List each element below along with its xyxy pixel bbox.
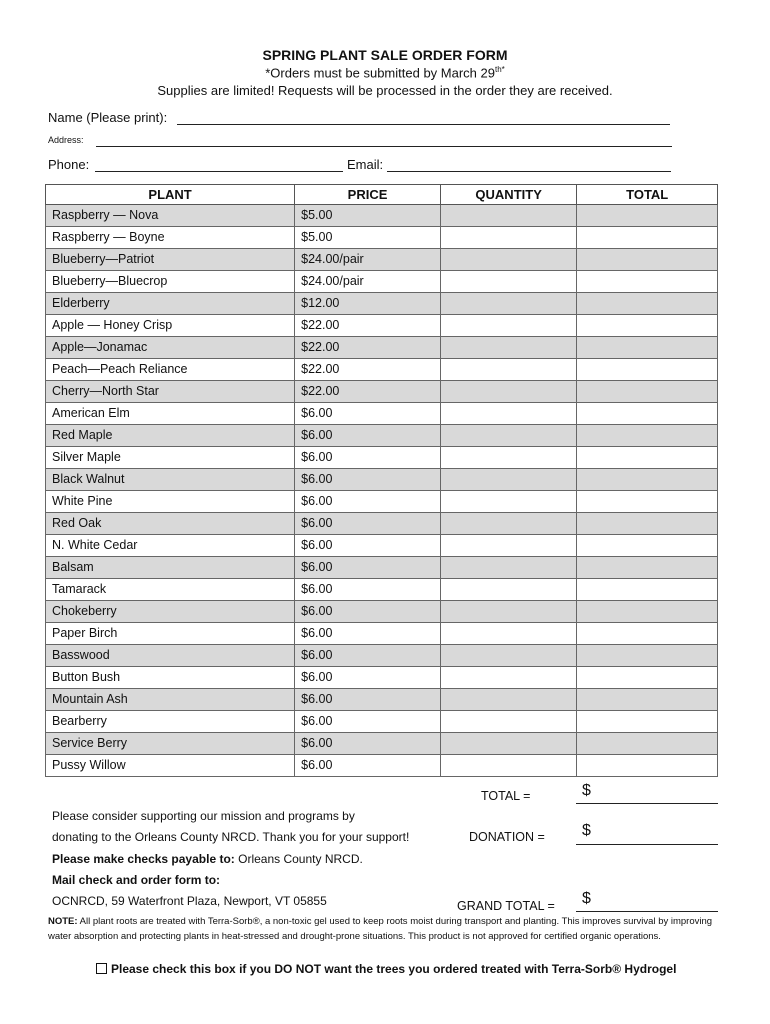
price-cell: $6.00 xyxy=(295,513,441,535)
total-cell[interactable] xyxy=(577,579,718,601)
quantity-cell[interactable] xyxy=(440,315,576,337)
email-field[interactable] xyxy=(387,171,671,172)
plant-name-cell: Button Bush xyxy=(46,667,295,689)
table-row xyxy=(46,557,718,579)
plant-name-cell: Paper Birch xyxy=(46,623,295,645)
table-row xyxy=(46,469,718,491)
mail-address: OCNRCD, 59 Waterfront Plaza, Newport, VT 05855 xyxy=(52,894,327,908)
table-row xyxy=(46,689,718,711)
plant-name-cell: Raspberry — Boyne xyxy=(46,227,295,249)
address-field[interactable] xyxy=(96,146,672,147)
plant-name-cell: Service Berry xyxy=(46,733,295,755)
quantity-cell[interactable] xyxy=(440,689,576,711)
quantity-cell[interactable] xyxy=(440,403,576,425)
quantity-cell[interactable] xyxy=(440,205,576,227)
price-cell: $6.00 xyxy=(295,535,441,557)
price-cell: $22.00 xyxy=(295,315,441,337)
total-cell[interactable] xyxy=(577,645,718,667)
deadline-note: *Orders must be submitted by March $29^{th*}$ xyxy=(265,65,505,81)
total-cell[interactable] xyxy=(577,535,718,557)
price-cell: $6.00 xyxy=(295,711,441,733)
table-row xyxy=(46,337,718,359)
form-title: SPRING PLANT SALE ORDER FORM xyxy=(262,47,508,63)
quantity-cell[interactable] xyxy=(440,579,576,601)
support-line-2: donating to the Orleans County NRCD. Thank you for your support! xyxy=(52,830,410,844)
phone-field[interactable] xyxy=(95,171,343,172)
quantity-cell[interactable] xyxy=(440,755,576,777)
total-cell[interactable] xyxy=(577,513,718,535)
total-currency: $ xyxy=(582,782,591,799)
price-cell: $22.00 xyxy=(295,337,441,359)
plant-name-cell: White Pine xyxy=(46,491,295,513)
total-cell[interactable] xyxy=(577,447,718,469)
donation-label: DONATION = xyxy=(469,830,545,844)
checks-payable-line: Please make checks payable to: Orleans County NRCD. xyxy=(52,852,363,866)
total-label: TOTAL = xyxy=(481,789,531,803)
quantity-cell[interactable] xyxy=(440,667,576,689)
table-row xyxy=(46,249,718,271)
phone-label: Phone: xyxy=(48,157,90,172)
total-cell[interactable] xyxy=(577,249,718,271)
table-row xyxy=(46,205,718,227)
price-cell: $6.00 xyxy=(295,403,441,425)
donation-currency: $ xyxy=(582,822,591,839)
plant-name-cell: Basswood xyxy=(46,645,295,667)
price-cell: $5.00 xyxy=(295,227,441,249)
table-row xyxy=(46,425,718,447)
quantity-cell[interactable] xyxy=(440,425,576,447)
grand-total-field[interactable] xyxy=(576,911,718,912)
total-field[interactable] xyxy=(576,803,718,804)
price-cell: $6.00 xyxy=(295,425,441,447)
price-cell: $6.00 xyxy=(295,623,441,645)
table-row xyxy=(46,667,718,689)
table-row xyxy=(46,755,718,777)
table-row xyxy=(46,359,718,381)
supply-notice: Supplies are limited! Requests will be processed in the order they are received. xyxy=(157,83,613,98)
header-price: PRICE xyxy=(295,185,441,205)
total-cell[interactable] xyxy=(577,755,718,777)
table-row xyxy=(46,645,718,667)
plant-name-cell: Chokeberry xyxy=(46,601,295,623)
plant-name-cell: Bearberry xyxy=(46,711,295,733)
total-cell[interactable] xyxy=(577,315,718,337)
terra-sorb-optout xyxy=(96,962,676,976)
quantity-cell[interactable] xyxy=(440,469,576,491)
quantity-cell[interactable] xyxy=(440,601,576,623)
price-cell: $12.00 xyxy=(295,293,441,315)
price-cell: $5.00 xyxy=(295,205,441,227)
price-cell: $22.00 xyxy=(295,359,441,381)
price-cell: $6.00 xyxy=(295,755,441,777)
table-row xyxy=(46,733,718,755)
total-cell[interactable] xyxy=(577,381,718,403)
plant-name-cell: Red Maple xyxy=(46,425,295,447)
quantity-cell[interactable] xyxy=(440,711,576,733)
total-cell[interactable] xyxy=(577,425,718,447)
donation-field[interactable] xyxy=(576,844,718,845)
price-cell: $6.00 xyxy=(295,491,441,513)
quantity-cell[interactable] xyxy=(440,337,576,359)
price-cell: $6.00 xyxy=(295,645,441,667)
table-row xyxy=(46,403,718,425)
total-cell[interactable] xyxy=(577,711,718,733)
table-header-row xyxy=(46,185,718,205)
grand-total-currency: $ xyxy=(582,890,591,907)
plant-name-cell: Cherry—North Star xyxy=(46,381,295,403)
table-row xyxy=(46,601,718,623)
plant-name-cell: Balsam xyxy=(46,557,295,579)
total-cell[interactable] xyxy=(577,337,718,359)
terra-sorb-note: NOTE: All plant roots are treated with Terra-Sorb®, a non-toxic gel used to keep roots moist during transport and planting. This improves survival by improving water absorption and protecting plants in heat-stressed and drought-prone situations. This product is not approved for certified organic operations. xyxy=(48,916,713,942)
total-cell[interactable] xyxy=(577,227,718,249)
quantity-cell[interactable] xyxy=(440,249,576,271)
table-row xyxy=(46,315,718,337)
quantity-cell[interactable] xyxy=(440,227,576,249)
quantity-cell[interactable] xyxy=(440,491,576,513)
optout-checkbox[interactable] xyxy=(96,963,107,974)
price-cell: $24.00/pair xyxy=(295,249,441,271)
table-row xyxy=(46,513,718,535)
plant-name-cell: American Elm xyxy=(46,403,295,425)
plant-name-cell: Black Walnut xyxy=(46,469,295,491)
price-cell: $6.00 xyxy=(295,689,441,711)
table-row xyxy=(46,381,718,403)
quantity-cell[interactable] xyxy=(440,271,576,293)
table-row xyxy=(46,271,718,293)
plant-name-cell: Raspberry — Nova xyxy=(46,205,295,227)
total-cell[interactable] xyxy=(577,491,718,513)
quantity-cell[interactable] xyxy=(440,535,576,557)
plant-name-cell: Peach—Peach Reliance xyxy=(46,359,295,381)
total-cell[interactable] xyxy=(577,469,718,491)
price-cell: $22.00 xyxy=(295,381,441,403)
table-row xyxy=(46,491,718,513)
quantity-cell[interactable] xyxy=(440,513,576,535)
plant-name-cell: N. White Cedar xyxy=(46,535,295,557)
price-cell: $24.00/pair xyxy=(295,271,441,293)
total-cell[interactable] xyxy=(577,293,718,315)
quantity-cell[interactable] xyxy=(440,645,576,667)
plant-name-cell: Tamarack xyxy=(46,579,295,601)
price-cell: $6.00 xyxy=(295,557,441,579)
header-plant: PLANT xyxy=(46,185,295,205)
plant-name-cell: Silver Maple xyxy=(46,447,295,469)
plant-name-cell: Apple—Jonamac xyxy=(46,337,295,359)
name-field[interactable] xyxy=(177,124,670,125)
header-quantity: QUANTITY xyxy=(440,185,576,205)
total-cell[interactable] xyxy=(577,271,718,293)
plant-name-cell: Pussy Willow xyxy=(46,755,295,777)
plant-name-cell: Apple — Honey Crisp xyxy=(46,315,295,337)
quantity-cell[interactable] xyxy=(440,359,576,381)
plant-name-cell: Blueberry—Patriot xyxy=(46,249,295,271)
name-label: Name (Please print): xyxy=(48,110,168,125)
grand-total-label: GRAND TOTAL = xyxy=(457,899,555,913)
total-cell[interactable] xyxy=(577,601,718,623)
price-cell: $6.00 xyxy=(295,601,441,623)
table-row xyxy=(46,579,718,601)
support-line-1: Please consider supporting our mission and programs by xyxy=(52,809,355,823)
table-row xyxy=(46,227,718,249)
plant-name-cell: Elderberry xyxy=(46,293,295,315)
quantity-cell[interactable] xyxy=(440,733,576,755)
total-cell[interactable] xyxy=(577,667,718,689)
optout-label: Please check this box if you DO NOT want the trees you ordered treated with Terra-Sorb® Hydrogel xyxy=(111,962,677,976)
plant-name-cell: Blueberry—Bluecrop xyxy=(46,271,295,293)
order-table xyxy=(45,184,718,777)
total-cell[interactable] xyxy=(577,689,718,711)
plant-name-cell: Red Oak xyxy=(46,513,295,535)
table-row xyxy=(46,447,718,469)
price-cell: $6.00 xyxy=(295,579,441,601)
quantity-cell[interactable] xyxy=(440,623,576,645)
plant-name-cell: Mountain Ash xyxy=(46,689,295,711)
table-row xyxy=(46,293,718,315)
table-row xyxy=(46,711,718,733)
table-row xyxy=(46,535,718,557)
total-cell[interactable] xyxy=(577,403,718,425)
price-cell: $6.00 xyxy=(295,447,441,469)
price-cell: $6.00 xyxy=(295,733,441,755)
email-label: Email: xyxy=(347,157,384,172)
address-label: Address: xyxy=(48,135,84,145)
table-row xyxy=(46,623,718,645)
price-cell: $6.00 xyxy=(295,667,441,689)
quantity-cell[interactable] xyxy=(440,557,576,579)
quantity-cell[interactable] xyxy=(440,381,576,403)
total-cell[interactable] xyxy=(577,733,718,755)
total-cell[interactable] xyxy=(577,557,718,579)
total-cell[interactable] xyxy=(577,359,718,381)
total-cell[interactable] xyxy=(577,205,718,227)
quantity-cell[interactable] xyxy=(440,293,576,315)
total-cell[interactable] xyxy=(577,623,718,645)
price-cell: $6.00 xyxy=(295,469,441,491)
mail-label: Mail check and order form to: xyxy=(52,873,221,887)
header-total: TOTAL xyxy=(577,185,718,205)
quantity-cell[interactable] xyxy=(440,447,576,469)
